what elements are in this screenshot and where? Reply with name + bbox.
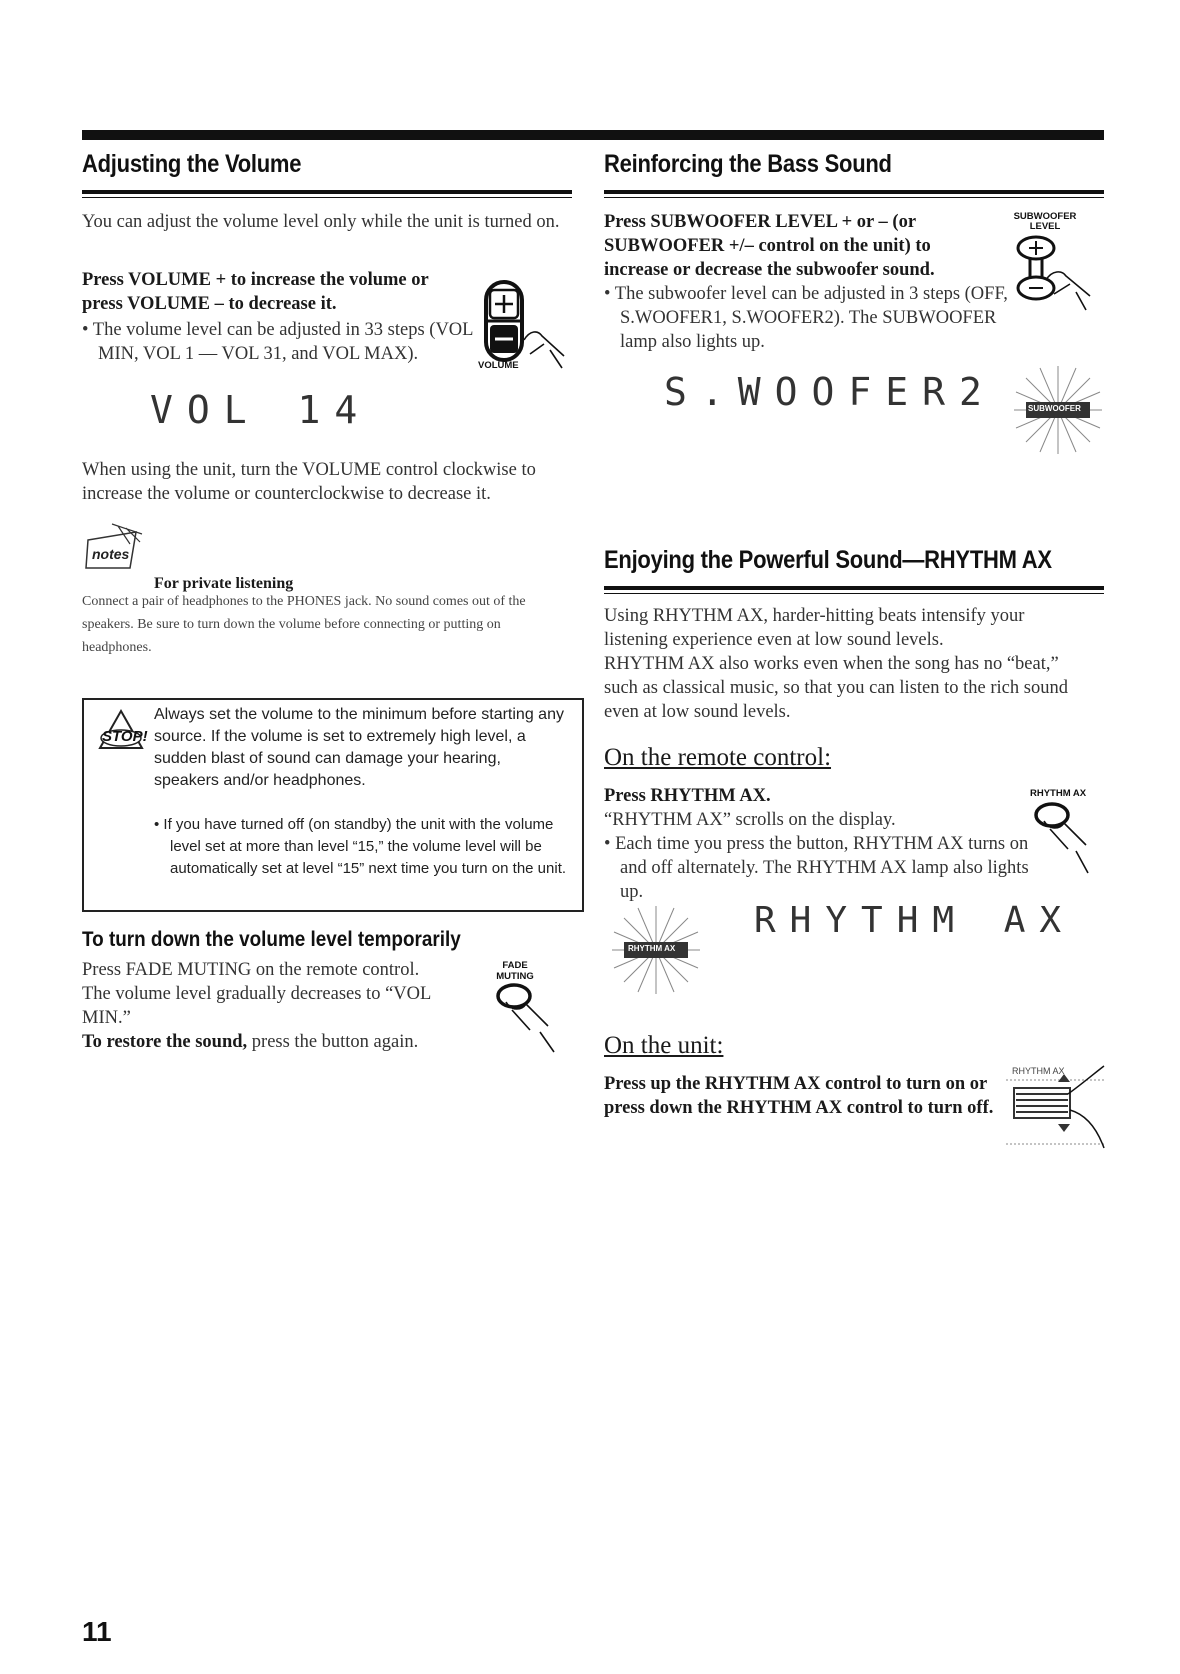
fade-muting-button-illustration [490, 960, 570, 1060]
fade-section-title: To turn down the volume level temporarily [82, 928, 461, 951]
volume-section-title: Adjusting the Volume [82, 150, 302, 178]
subwoofer-icon-label: SUBWOOFER LEVEL [1013, 211, 1077, 232]
rhythm-ax-unit-control-illustration [1004, 1064, 1108, 1154]
bass-title-rule [604, 190, 1104, 194]
stop-warning-icon [94, 708, 148, 758]
slide-control-icon [1004, 1064, 1108, 1154]
rhythm-title-rule [604, 586, 1104, 590]
remote-line: “RHYTHM AX” scrolls on the display. [604, 810, 896, 830]
subwoofer-lamp [1012, 364, 1104, 456]
remote-bullet: • Each time you press the button, RHYTHM AX turns on and off alternately. The RHYTHM AX lamp also lights up. [604, 834, 1029, 902]
warning-bullet: • If you have turned off (on standby) the unit with the volume level set at more than level “15,” the volume level will be automatically set at level “15” next time you turn on the unit. [154, 816, 567, 877]
volume-bullet: • The volume level can be adjusted in 33 steps (VOL MIN, VOL 1 — VOL 31, and VOL MAX). [82, 320, 473, 364]
bass-instruction: Press SUBWOOFER LEVEL + or – (or SUBWOOFER +/– control on the unit) to increase or decrease the subwoofer sound. [604, 212, 935, 280]
subwoofer-lamp-label: SUBWOOFER [1028, 404, 1081, 413]
pointing-hand-icon [490, 982, 570, 1058]
rhythm-unit-icon-label: RHYTHM AX [1012, 1066, 1065, 1076]
page-number: 11 [82, 1616, 112, 1647]
fade-restore: To restore the sound, press the button again. [82, 1032, 419, 1052]
rhythm-ax-remote-button-illustration [1030, 788, 1110, 888]
bass-section-title: Reinforcing the Bass Sound [604, 150, 892, 178]
stop-icon-label: STOP! [102, 728, 148, 745]
subwoofer-button-icon [1010, 232, 1110, 322]
volume-intro: You can adjust the volume level only while the unit is turned on. [82, 212, 560, 232]
rhythm-intro2: RHYTHM AX also works even when the song has no “beat,” such as classical music, so that you can listen to the rich sound even at low sound levels. [604, 654, 1068, 722]
volume-icon-label: VOLUME [478, 360, 519, 371]
unit-heading: On the unit: [604, 1032, 724, 1059]
remote-control-heading: On the remote control: [604, 744, 832, 771]
rhythm-title-rule-thin [604, 593, 1104, 594]
top-rule [82, 130, 1104, 140]
fade-line2: The volume level gradually decreases to “VOL MIN.” [82, 984, 431, 1028]
volume-after-text: When using the unit, turn the VOLUME control clockwise to increase the volume or counterclockwise to decrease it. [82, 460, 536, 504]
notes-title: For private listening [154, 575, 294, 592]
warning-box [82, 698, 584, 912]
bass-title-rule-thin [604, 197, 1104, 198]
fade-line1: Press FADE MUTING on the remote control. [82, 960, 420, 980]
bass-bullet: • The subwoofer level can be adjusted in 3 steps (OFF, S.WOOFER1, S.WOOFER2). The SUBWOOFER lamp also lights up. [604, 284, 1008, 352]
remote-instruction: Press RHYTHM AX. [604, 786, 771, 806]
rhythm-intro1: Using RHYTHM AX, harder-hitting beats intensify your listening experience even at low sound levels. [604, 606, 1025, 650]
warning-text: Always set the volume to the minimum before starting any source. If the volume is set to extremely high level, a sudden blast of sound can damage your hearing, speakers and/or headphones. [154, 706, 564, 789]
volume-instruction: Press VOLUME + to increase the volume or press VOLUME – to decrease it. [82, 270, 429, 314]
volume-title-rule [82, 190, 572, 194]
volume-title-rule-thin [82, 197, 572, 198]
rhythm-pointing-hand-icon [1030, 799, 1110, 885]
rhythm-ax-lamp [610, 904, 702, 996]
notes-icon [82, 522, 152, 574]
notes-text: Connect a pair of headphones to the PHONES jack. No sound comes out of the speakers. Be sure to turn down the volume before connecting or putting on headphones. [82, 594, 526, 655]
rhythm-display-readout: RHYTHM AX [754, 900, 1076, 941]
subwoofer-level-button-illustration [1010, 212, 1110, 322]
volume-display-readout: VOL 14 [150, 388, 372, 432]
rhythm-remote-icon-label: RHYTHM AX [1030, 788, 1087, 799]
rhythm-section-title: Enjoying the Powerful Sound—RHYTHM AX [604, 546, 1052, 574]
volume-button-illustration [478, 278, 578, 378]
notes-icon-label: notes [92, 546, 130, 562]
fade-icon-label: FADE MUTING [496, 960, 534, 982]
rhythm-lamp-label: RHYTHM AX [628, 944, 676, 953]
unit-instruction: Press up the RHYTHM AX control to turn on or press down the RHYTHM AX control to turn off. [604, 1074, 994, 1118]
subwoofer-display-readout: S.WOOFER2 [664, 370, 996, 414]
